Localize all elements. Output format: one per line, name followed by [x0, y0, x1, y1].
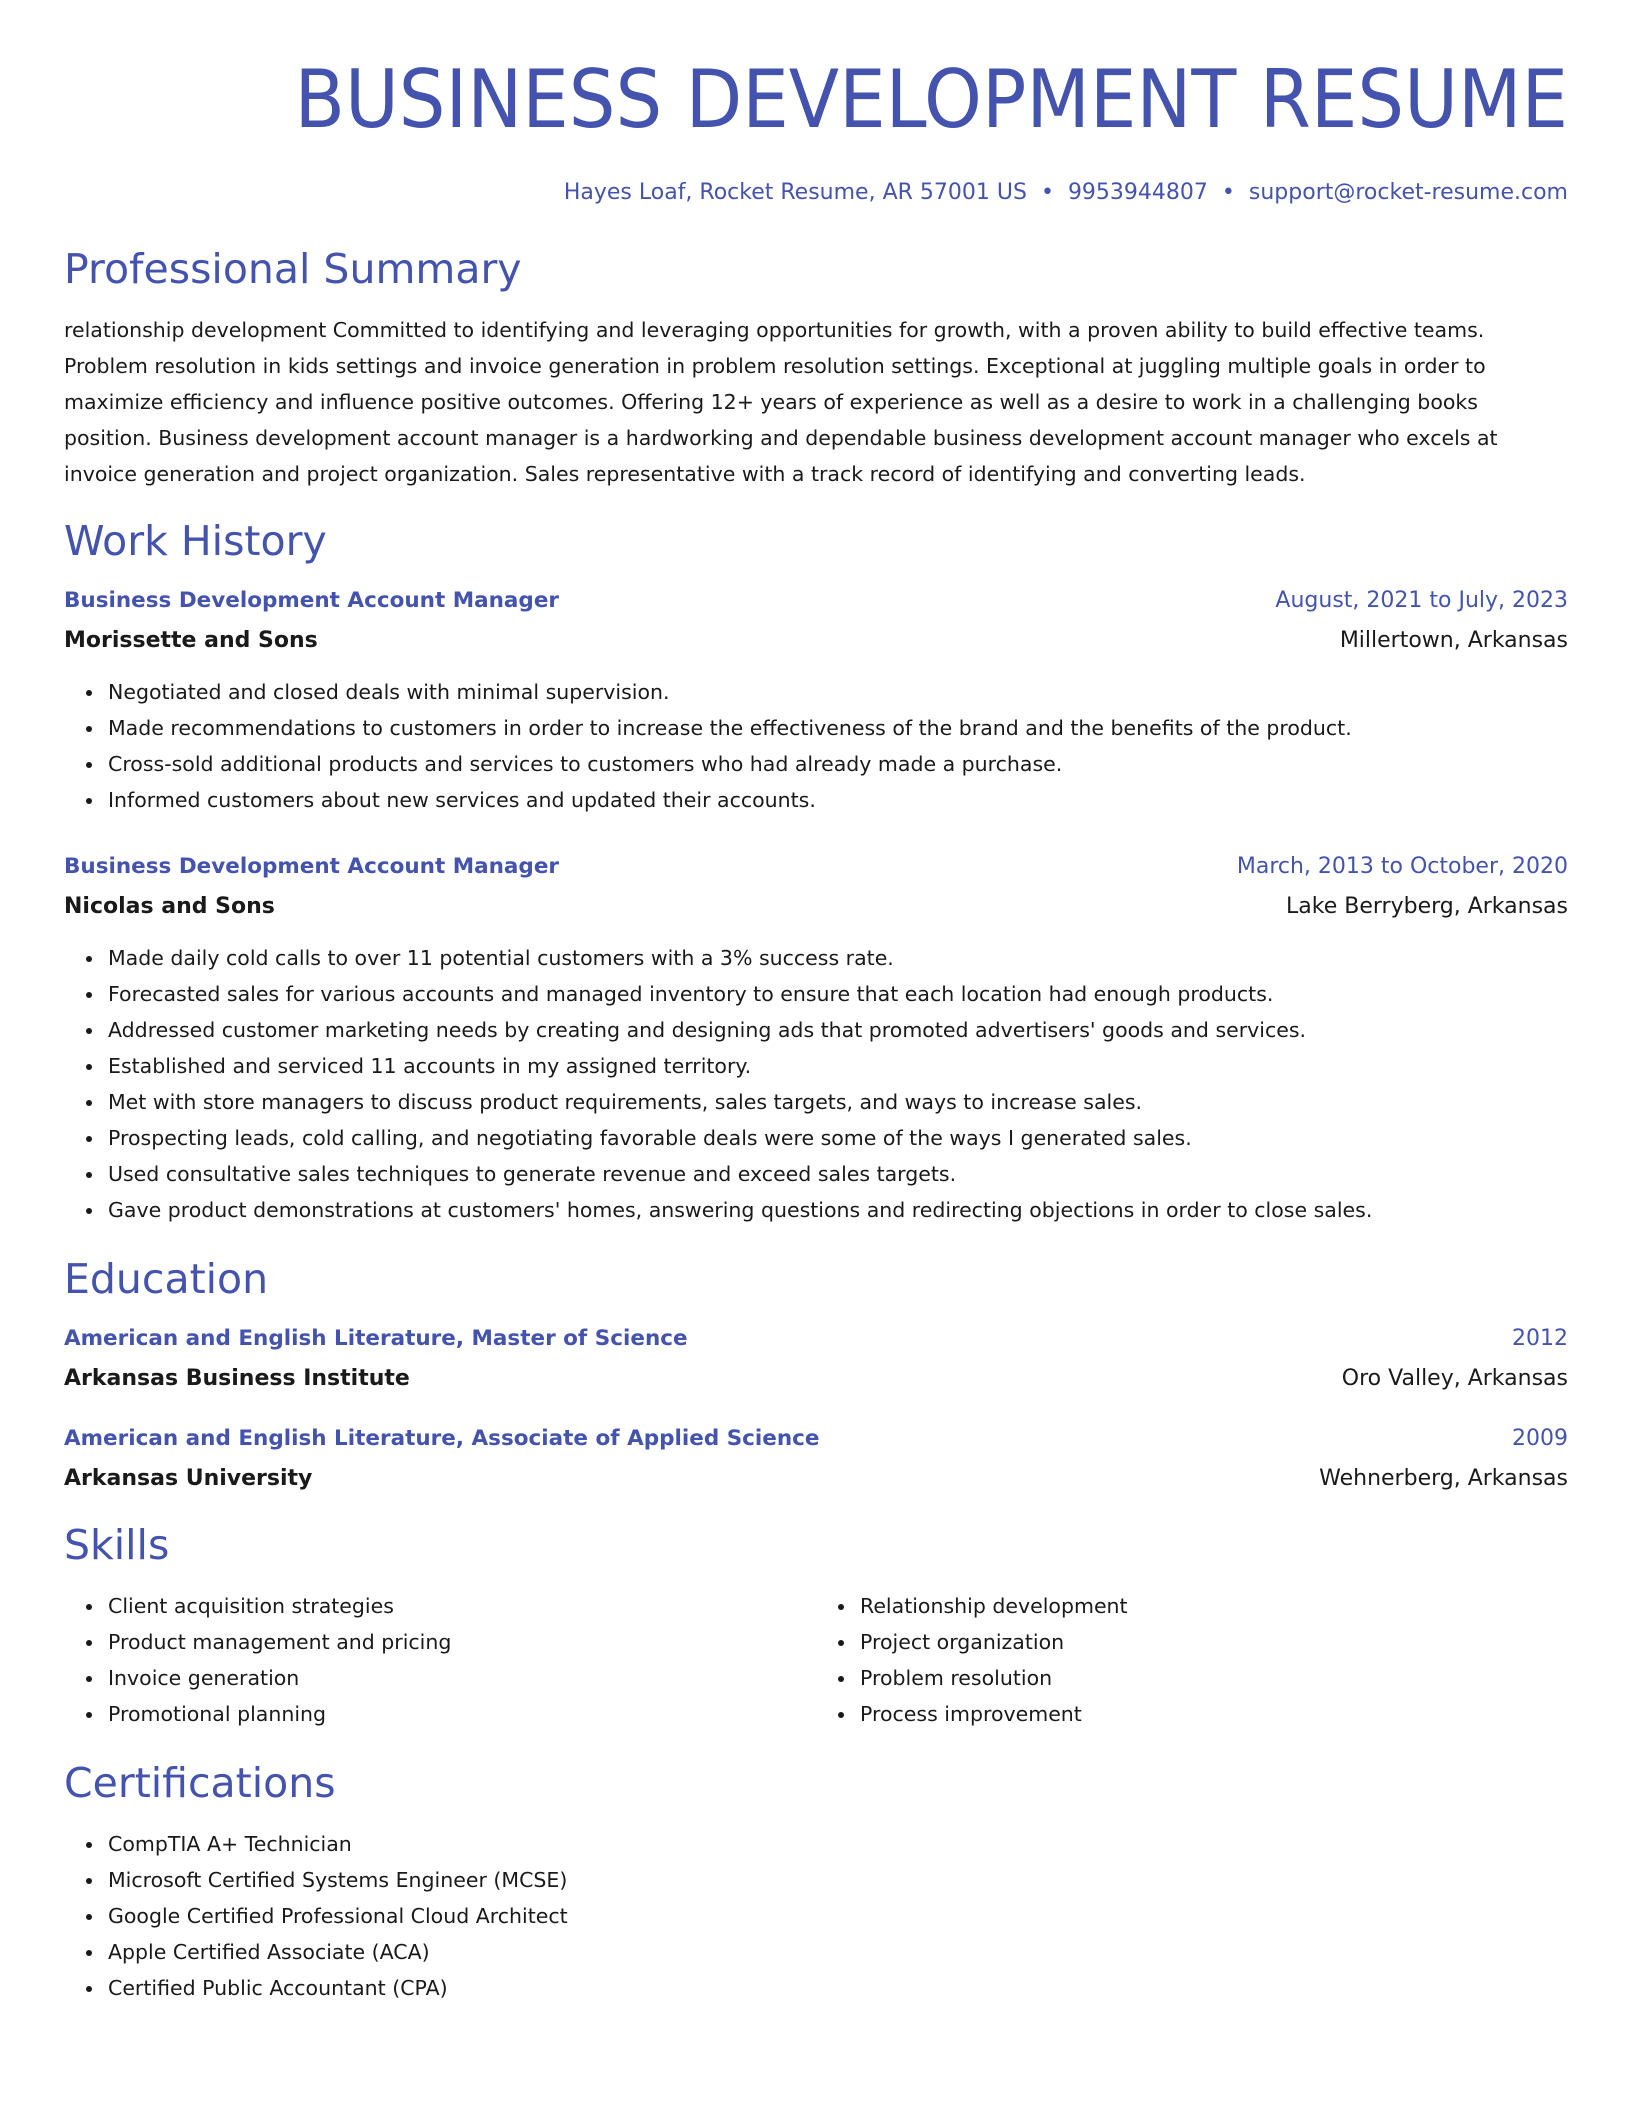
job-bullet: Met with store managers to discuss product requirements, sales targets, and ways to increase sales. — [108, 1084, 1568, 1120]
certification-item: Certified Public Accountant (CPA) — [108, 1970, 1568, 2006]
certifications-list — [64, 1826, 1568, 2006]
job-bullet: Established and serviced 11 accounts in my assigned territory. — [108, 1048, 1568, 1084]
school-name: Arkansas Business Institute — [64, 1366, 410, 1391]
job-entry — [64, 852, 1568, 1228]
skill-item: Process improvement — [860, 1696, 1568, 1732]
job-bullets — [64, 674, 1568, 818]
job-entry — [64, 586, 1568, 818]
summary-text: relationship development Committed to identifying and leveraging opportunities for growth, with a proven ability to build effective teams. Problem resolution in kids settings and invoice generation in problem resolution settings. Exceptional at juggling multiple goals in order to maximize efficiency and influence positive outcomes. Offering 12+ years of experience as well as a desire to work in a challenging books position. Business development account manager is a hardworking and dependable business development account manager who excels at invoice generation and project organization. Sales representative with a track record of identifying and converting leads. — [64, 318, 1498, 486]
certifications-section — [64, 1758, 1568, 2006]
job-bullet: Made recommendations to customers in order to increase the effectiveness of the brand and the benefits of the product. — [108, 710, 1568, 746]
job-title: Business Development Account Manager — [64, 854, 560, 879]
degree-title: American and English Literature, Associate of Applied Science — [64, 1426, 820, 1451]
certification-item: Apple Certified Associate (ACA) — [108, 1934, 1568, 1970]
skill-item: Promotional planning — [108, 1696, 816, 1732]
resume-header — [64, 0, 1568, 208]
skills-heading: Skills — [64, 1521, 170, 1569]
job-bullet: Gave product demonstrations at customers' homes, answering questions and redirecting objections in order to close sales. — [108, 1192, 1568, 1228]
skill-item: Project organization — [860, 1624, 1568, 1660]
skill-item: Problem resolution — [860, 1660, 1568, 1696]
education-entry — [64, 1424, 1568, 1494]
resume-title: BUSINESS DEVELOPMENT RESUME — [294, 53, 1569, 146]
degree-title: American and English Literature, Master of Science — [64, 1326, 688, 1351]
school-location: Oro Valley, Arkansas — [1341, 1366, 1568, 1391]
certifications-heading: Certifications — [64, 1759, 336, 1807]
job-bullets — [64, 940, 1568, 1228]
certification-item: Microsoft Certified Systems Engineer (MCSE) — [108, 1862, 1568, 1898]
skills-columns — [64, 1570, 1568, 1732]
contact-email[interactable]: support@rocket-resume.com — [1248, 180, 1568, 205]
job-location: Millertown, Arkansas — [1339, 628, 1568, 653]
job-bullet: Used consultative sales techniques to generate revenue and exceed sales targets. — [108, 1156, 1568, 1192]
skills-section — [64, 1520, 1568, 1732]
skills-list-left — [64, 1588, 816, 1732]
work-history-heading: Work History — [64, 517, 327, 565]
contact-line — [64, 178, 1568, 208]
job-bullet: Forecasted sales for various accounts and managed inventory to ensure that each location had enough products. — [108, 976, 1568, 1012]
education-section — [64, 1254, 1568, 1494]
skill-item: Product management and pricing — [108, 1624, 816, 1660]
degree-year: 2012 — [1512, 1326, 1568, 1351]
job-bullet: Made daily cold calls to over 11 potential customers with a 3% success rate. — [108, 940, 1568, 976]
summary-heading: Professional Summary — [64, 245, 522, 293]
job-dates: August, 2021 to July, 2023 — [1275, 588, 1568, 613]
school-location: Wehnerberg, Arkansas — [1319, 1466, 1568, 1491]
job-location: Lake Berryberg, Arkansas — [1286, 894, 1568, 919]
job-bullet: Negotiated and closed deals with minimal supervision. — [108, 674, 1568, 710]
education-entry — [64, 1324, 1568, 1394]
skill-item: Client acquisition strategies — [108, 1588, 816, 1624]
certification-item: CompTIA A+ Technician — [108, 1826, 1568, 1862]
job-bullet: Prospecting leads, cold calling, and negotiating favorable deals were some of the ways I generated sales. — [108, 1120, 1568, 1156]
school-name: Arkansas University — [64, 1466, 313, 1491]
job-dates: March, 2013 to October, 2020 — [1236, 854, 1568, 879]
contact-phone: 9953944807 — [1067, 180, 1208, 205]
skill-item: Invoice generation — [108, 1660, 816, 1696]
work-history-section — [64, 516, 1568, 1228]
job-company: Morissette and Sons — [64, 628, 318, 653]
certification-item: Google Certified Professional Cloud Architect — [108, 1898, 1568, 1934]
contact-separator: • — [1040, 180, 1054, 205]
skill-item: Relationship development — [860, 1588, 1568, 1624]
summary-section — [64, 244, 1568, 492]
degree-year: 2009 — [1512, 1426, 1568, 1451]
contact-separator: • — [1221, 180, 1235, 205]
skills-list-right — [816, 1588, 1568, 1732]
job-bullet: Addressed customer marketing needs by creating and designing ads that promoted advertisers' goods and services. — [108, 1012, 1568, 1048]
job-bullet: Informed customers about new services and updated their accounts. — [108, 782, 1568, 818]
contact-address: Hayes Loaf, Rocket Resume, AR 57001 US — [563, 180, 1027, 205]
job-title: Business Development Account Manager — [64, 588, 560, 613]
job-company: Nicolas and Sons — [64, 894, 275, 919]
education-heading: Education — [64, 1255, 269, 1303]
job-bullet: Cross-sold additional products and services to customers who had already made a purchase. — [108, 746, 1568, 782]
